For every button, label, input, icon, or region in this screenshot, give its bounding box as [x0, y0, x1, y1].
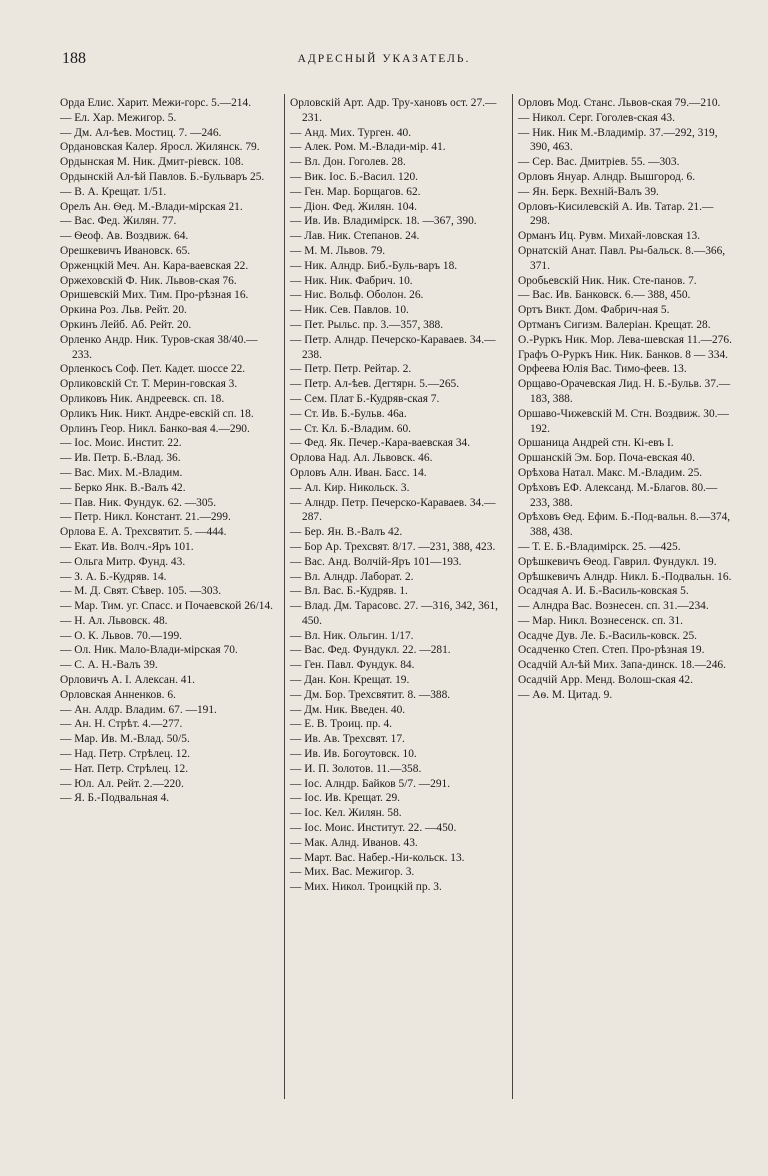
directory-entry: — Вас. Фед. Жилян. 77.: [60, 215, 177, 228]
directory-entry: — Ст. Ив. Б.-Бульв. 46а.: [290, 407, 407, 420]
directory-entry: — Аѳ. М. Цитад. 9.: [518, 688, 613, 701]
directory-entry: — Е. В. Троиц. пр. 4.: [290, 718, 393, 731]
directory-entry: — Ник. Ник. Фабрич. 10.: [290, 274, 413, 287]
directory-entry: — Ол. Ник. Мало-Влади-мірская 70.: [60, 644, 238, 657]
directory-entry: — Над. Петр. Стрѣлец. 12.: [60, 748, 191, 761]
directory-entry: — Вл. Ник. Ольгин. 1/17.: [290, 629, 414, 642]
directory-entry: Орлова Е. А. Трехсвятит. 5. —444.: [60, 526, 227, 539]
directory-entry: Орловичъ А. І. Алексан. 41.: [60, 674, 195, 687]
directory-entry: — Петр. Никл. Констант. 21.—299.: [60, 511, 231, 524]
directory-entry: — Ник. Сев. Павлов. 10.: [290, 304, 409, 317]
page-header: [62, 50, 706, 72]
directory-entry: — Ст. Кл. Б.-Владим. 60.: [290, 422, 412, 435]
directory-entry: — Сем. Плат Б.-Кудряв-ская 7.: [290, 392, 440, 405]
directory-entry: — Берко Янк. В.-Валъ 42.: [60, 481, 186, 494]
directory-entry: Ордановская Калер. Яросл. Жилянск. 79.: [60, 141, 260, 154]
directory-entry: Оршаница Андрей стн. Кі-евъ I.: [518, 437, 674, 450]
directory-entry: — Петр. Петр. Рейтар. 2.: [290, 363, 412, 376]
directory-entry: — Петр. Ал-ѣев. Дегтярн. 5.—265.: [290, 378, 460, 391]
column-divider: [512, 94, 513, 1099]
column-divider: [284, 94, 285, 1099]
directory-entry: Орда Елис. Харит. Межи-горс. 5.—214.: [60, 97, 252, 109]
directory-entry: — Ѳеоф. Ав. Воздвиж. 64.: [60, 230, 189, 243]
directory-entry: Оришевскій Мих. Тим. Про-рѣзная 16.: [60, 289, 249, 302]
directory-entry: — Вас. Ив. Банковск. 6.— 388, 450.: [518, 289, 691, 302]
directory-entry: Орѣшкевичъ Ѳеод. Гаврил. Фундукл. 19.: [518, 555, 717, 568]
directory-entry: — Бор Ар. Трехсвят. 8/17. —231, 388, 423.: [290, 540, 496, 553]
directory-entry: Ортманъ Сигизм. Валеріан. Крещат. 28.: [518, 318, 711, 331]
directory-entry: — Ген. Мар. Борщагов. 62.: [290, 185, 421, 198]
directory-entry: Ортъ Викт. Дом. Фабрич-ная 5.: [518, 304, 670, 317]
directory-entry: — Алек. Ром. М.-Влади-міp. 41.: [290, 141, 446, 154]
directory-entry: — Н. Ал. Львовск. 48.: [60, 614, 168, 627]
directory-entry: — Вл. Дон. Гоголев. 28.: [290, 156, 406, 169]
directory-entry: — Дм. Ник. Введен. 40.: [290, 703, 406, 716]
directory-entry: — Вас. Анд. Волчій-Яръ 101—193.: [290, 555, 462, 568]
directory-entry: — Бер. Ян. В.-Валъ 42.: [290, 526, 403, 539]
directory-entry: Орлова Над. Ал. Львовск. 46.: [290, 452, 433, 465]
directory-entry: Ордынская М. Ник. Дмит-ріевск. 108.: [60, 156, 244, 169]
directory-entry: — Мих. Никол. Троицкій пр. 3.: [290, 881, 442, 894]
column-2: [290, 96, 505, 895]
directory-entry: — Вл. Алндр. Лаборат. 2.: [290, 570, 414, 583]
directory-entry: — Вл. Вас. Б.-Кудряв. 1.: [290, 585, 408, 598]
directory-entry: — Іос. Алндр. Байков 5/7. —291.: [290, 777, 451, 790]
directory-entry: — Фед. Як. Печер.-Кара-ваевская 34.: [290, 437, 471, 450]
directory-entry: Графъ О-Руркъ Ник. Ник. Банков. 8 — 334.: [518, 348, 728, 361]
directory-entry: — Мар. Тим. уг. Спасс. и Почаевской 26/14.: [60, 600, 273, 613]
directory-entry: — Мак. Алнд. Иванов. 43.: [290, 836, 418, 849]
directory-entry: Орѣхова Натал. Макс. М.-Владим. 25.: [518, 466, 703, 479]
directory-entry: Орлинъ Геор. Никл. Банко-вая 4.—290.: [60, 422, 250, 435]
directory-entry: — Ал. Кир. Никольск. 3.: [290, 481, 410, 494]
directory-entry: Осадче Дув. Ле. Б.-Василь-ковск. 25.: [518, 629, 697, 642]
directory-entry: Орловская Анненков. 6.: [60, 688, 176, 701]
directory-entry: — Юл. Ал. Рейт. 2.—220.: [60, 777, 184, 790]
directory-entry: — Ник. Алндр. Биб.-Буль-варъ 18.: [290, 259, 458, 272]
directory-entry: — Ив. Ив. Богоутовск. 10.: [290, 748, 417, 761]
directory-entry: Орликовъ Ник. Андреевск. сп. 18.: [60, 392, 225, 405]
directory-entry: Оркина Роз. Льв. Рейт. 20.: [60, 304, 187, 317]
directory-entry: Орловскій Арт. Адр. Тру-хановъ ост. 27.—231.: [290, 97, 497, 124]
directory-entry: — Вас. Мих. М.-Владим.: [60, 466, 183, 479]
directory-entry: — Петр. Алндр. Печерско-Караваев. 34.—238.: [290, 333, 496, 361]
directory-entry: — Нис. Вольф. Оболон. 26.: [290, 289, 424, 302]
directory-entry: — Ан. Н. Стрѣт. 4.—277.: [60, 718, 183, 731]
directory-entry: Орловъ Мод. Станс. Львов-ская 79.—210.: [518, 97, 721, 109]
directory-entry: — Влад. Дм. Тарасовс. 27. —316, 342, 361, 450.: [290, 600, 499, 627]
directory-entry: — Ник. Ник М.-Владимір. 37.—292, 319, 390, 463.: [518, 126, 718, 154]
directory-entry: Оржеховскій Ф. Ник. Львов-ская 76.: [60, 274, 237, 287]
directory-entry: — Пет. Рыльс. пр. 3.—357, 388.: [290, 318, 444, 331]
directory-entry: — Мар. Никл. Вознесенск. сп. 31.: [518, 614, 683, 627]
directory-entry: Орловъ Януар. Алндр. Вышгород. 6.: [518, 170, 696, 183]
directory-entry: — З. А. Б.-Кудряв. 14.: [60, 570, 167, 583]
directory-entry: Орловъ Алн. Иван. Басс. 14.: [290, 466, 427, 479]
directory-entry: — Вас. Фед. Фундукл. 22. —281.: [290, 644, 451, 657]
directory-entry: — Дм. Ал-ѣев. Мостиц. 7. —246.: [60, 126, 222, 139]
directory-entry: Орженцкій Меч. Ан. Кара-ваевская 22.: [60, 259, 249, 272]
directory-entry: Оркинъ Лейб. Аб. Рейт. 20.: [60, 318, 192, 331]
column-1: [60, 96, 275, 806]
directory-entry: — Т. Е. Б.-Владимірск. 25. —425.: [518, 540, 681, 553]
directory-entry: — Ян. Берк. Вехній-Валъ 39.: [518, 185, 659, 198]
directory-entry: — Алндра Вас. Вознесен. сп. 31.—234.: [518, 600, 709, 613]
directory-entry: Осадчій Ал-ѣй Мих. Запа-динск. 18.—246.: [518, 659, 726, 672]
directory-entry: — Мар. Ив. М.-Влад. 50/5.: [60, 733, 190, 746]
directory-entry: Оршаво-Чижевскій М. Стн. Воздвиж. 30.—192.: [518, 407, 729, 435]
directory-entry: — Ив. Петр. Б.-Влад. 36.: [60, 452, 181, 465]
directory-entry: — Екат. Ив. Волч.-Яръ 101.: [60, 540, 194, 553]
directory-entry: Орѣшкевичъ Алндр. Никл. Б.-Подвальн. 16.: [518, 570, 732, 583]
directory-entry: — Ольга Митр. Фунд. 43.: [60, 555, 186, 568]
directory-entry: Оробьевскій Ник. Ник. Сте-панов. 7.: [518, 274, 697, 287]
directory-entry: — Нат. Петр. Стрѣлец. 12.: [60, 762, 189, 775]
directory-entry: Орловъ-Кисилевскій А. Ив. Татар. 21.—298.: [518, 200, 714, 228]
directory-entry: — Іос. Ив. Крещат. 29.: [290, 792, 400, 805]
directory-entry: Осадченко Степ. Степ. Про-рѣзная 19.: [518, 644, 705, 657]
directory-entry: Орманъ Иц. Рувм. Михай-ловская 13.: [518, 230, 701, 243]
directory-entry: — Никол. Серг. Гоголев-ская 43.: [518, 111, 675, 124]
directory-entry: — С. А. Н.-Валъ 39.: [60, 659, 158, 672]
directory-entry: Орѣховъ ЕФ. Александ. М.-Благов. 80.—233, 388.: [518, 481, 718, 509]
directory-entry: Осадчій Арр. Менд. Волош-ская 42.: [518, 674, 693, 687]
directory-entry: — В. А. Крещат. 1/51.: [60, 185, 167, 198]
directory-entry: — Ген. Павл. Фундук. 84.: [290, 659, 415, 672]
directory-entry: Орленко Андр. Ник. Туров-ская 38/40.—233.: [60, 333, 258, 361]
directory-entry: — Март. Вас. Набер.-Ни-кольск. 13.: [290, 851, 465, 864]
directory-entry: — Алндр. Петр. Печерско-Караваев. 34.—287.: [290, 496, 496, 524]
directory-entry: — И. П. Золотов. 11.—358.: [290, 762, 422, 775]
directory-entry: — Ан. Алдр. Владим. 67. —191.: [60, 703, 217, 716]
directory-entry: О.-Руркъ Ник. Мор. Лева-шевская 11.—276.: [518, 333, 732, 346]
directory-entry: — М. М. Львов. 79.: [290, 244, 386, 257]
directory-entry: — Ив. Ав. Трехсвят. 17.: [290, 733, 405, 746]
directory-entry: Осадчая А. И. Б.-Василь-ковская 5.: [518, 585, 689, 598]
directory-entry: — Дм. Бор. Трехсвятит. 8. —388.: [290, 688, 451, 701]
directory-entry: Ордынскій Ал-ѣй Павлов. Б.-Бульваръ 25.: [60, 170, 265, 183]
directory-entry: Орѣховъ Ѳед. Ефим. Б.-Под-вальн. 8.—374, 388, 438.: [518, 511, 731, 539]
page-title: АДРЕСНЫЙ УКАЗАТЕЛЬ.: [297, 53, 471, 65]
directory-entry: Оршанскій Эм. Бор. Поча-евская 40.: [518, 452, 695, 465]
directory-entry: — Ив. Ив. Владимірск. 18. —367, 390.: [290, 215, 477, 228]
page-number: 188: [62, 50, 86, 67]
column-3: [518, 96, 733, 703]
directory-entry: Орликъ Ник. Никт. Андре-евскій сп. 18.: [60, 407, 254, 420]
directory-entry: — О. К. Львов. 70.—199.: [60, 629, 183, 642]
directory-entry: — Пав. Ник. Фундук. 62. —305.: [60, 496, 217, 509]
directory-entry: Орщаво-Орачевская Лид. Н. Б.-Бульв. 37.—183, 388.: [518, 378, 731, 405]
directory-entry: — Вик. Іос. Б.-Васил. 120.: [290, 170, 418, 183]
directory-entry: — Дан. Кон. Крещат. 19.: [290, 674, 410, 687]
directory-entry: Орешкевичъ Ивановск. 65.: [60, 244, 191, 257]
directory-entry: — Іос. Кел. Жилян. 58.: [290, 807, 402, 820]
directory-entry: — Ел. Хар. Межигор. 5.: [60, 111, 177, 124]
directory-entry: — Діон. Фед. Жилян. 104.: [290, 200, 418, 213]
directory-entry: Орленкосъ Соф. Пет. Кадет. шоссе 22.: [60, 363, 246, 376]
directory-entry: — М. Д. Свят. Сѣвер. 105. —303.: [60, 585, 222, 598]
directory-entry: — Анд. Мих. Турген. 40.: [290, 126, 412, 139]
directory-entry: Орнатскій Анат. Павл. Ры-бальск. 8.—366, 371.: [518, 244, 726, 272]
directory-entry: — Іос. Моис. Институт. 22. —450.: [290, 822, 457, 835]
directory-entry: — Лав. Ник. Степанов. 24.: [290, 230, 420, 243]
directory-entry: — Мих. Вас. Межигор. 3.: [290, 866, 415, 879]
directory-entry: Орелъ Ан. Ѳед. М.-Влади-мірская 21.: [60, 200, 243, 213]
directory-entry: Орфеева Юлія Вас. Тимо-феев. 13.: [518, 363, 687, 376]
directory-entry: — Я. Б.-Подвальная 4.: [60, 792, 170, 805]
directory-entry: — Іос. Моис. Инстит. 22.: [60, 437, 182, 450]
directory-entry: — Сер. Вас. Дмитрiев. 55. —303.: [518, 156, 680, 169]
directory-entry: Орликовскій Ст. Т. Мерин-говская 3.: [60, 378, 238, 391]
